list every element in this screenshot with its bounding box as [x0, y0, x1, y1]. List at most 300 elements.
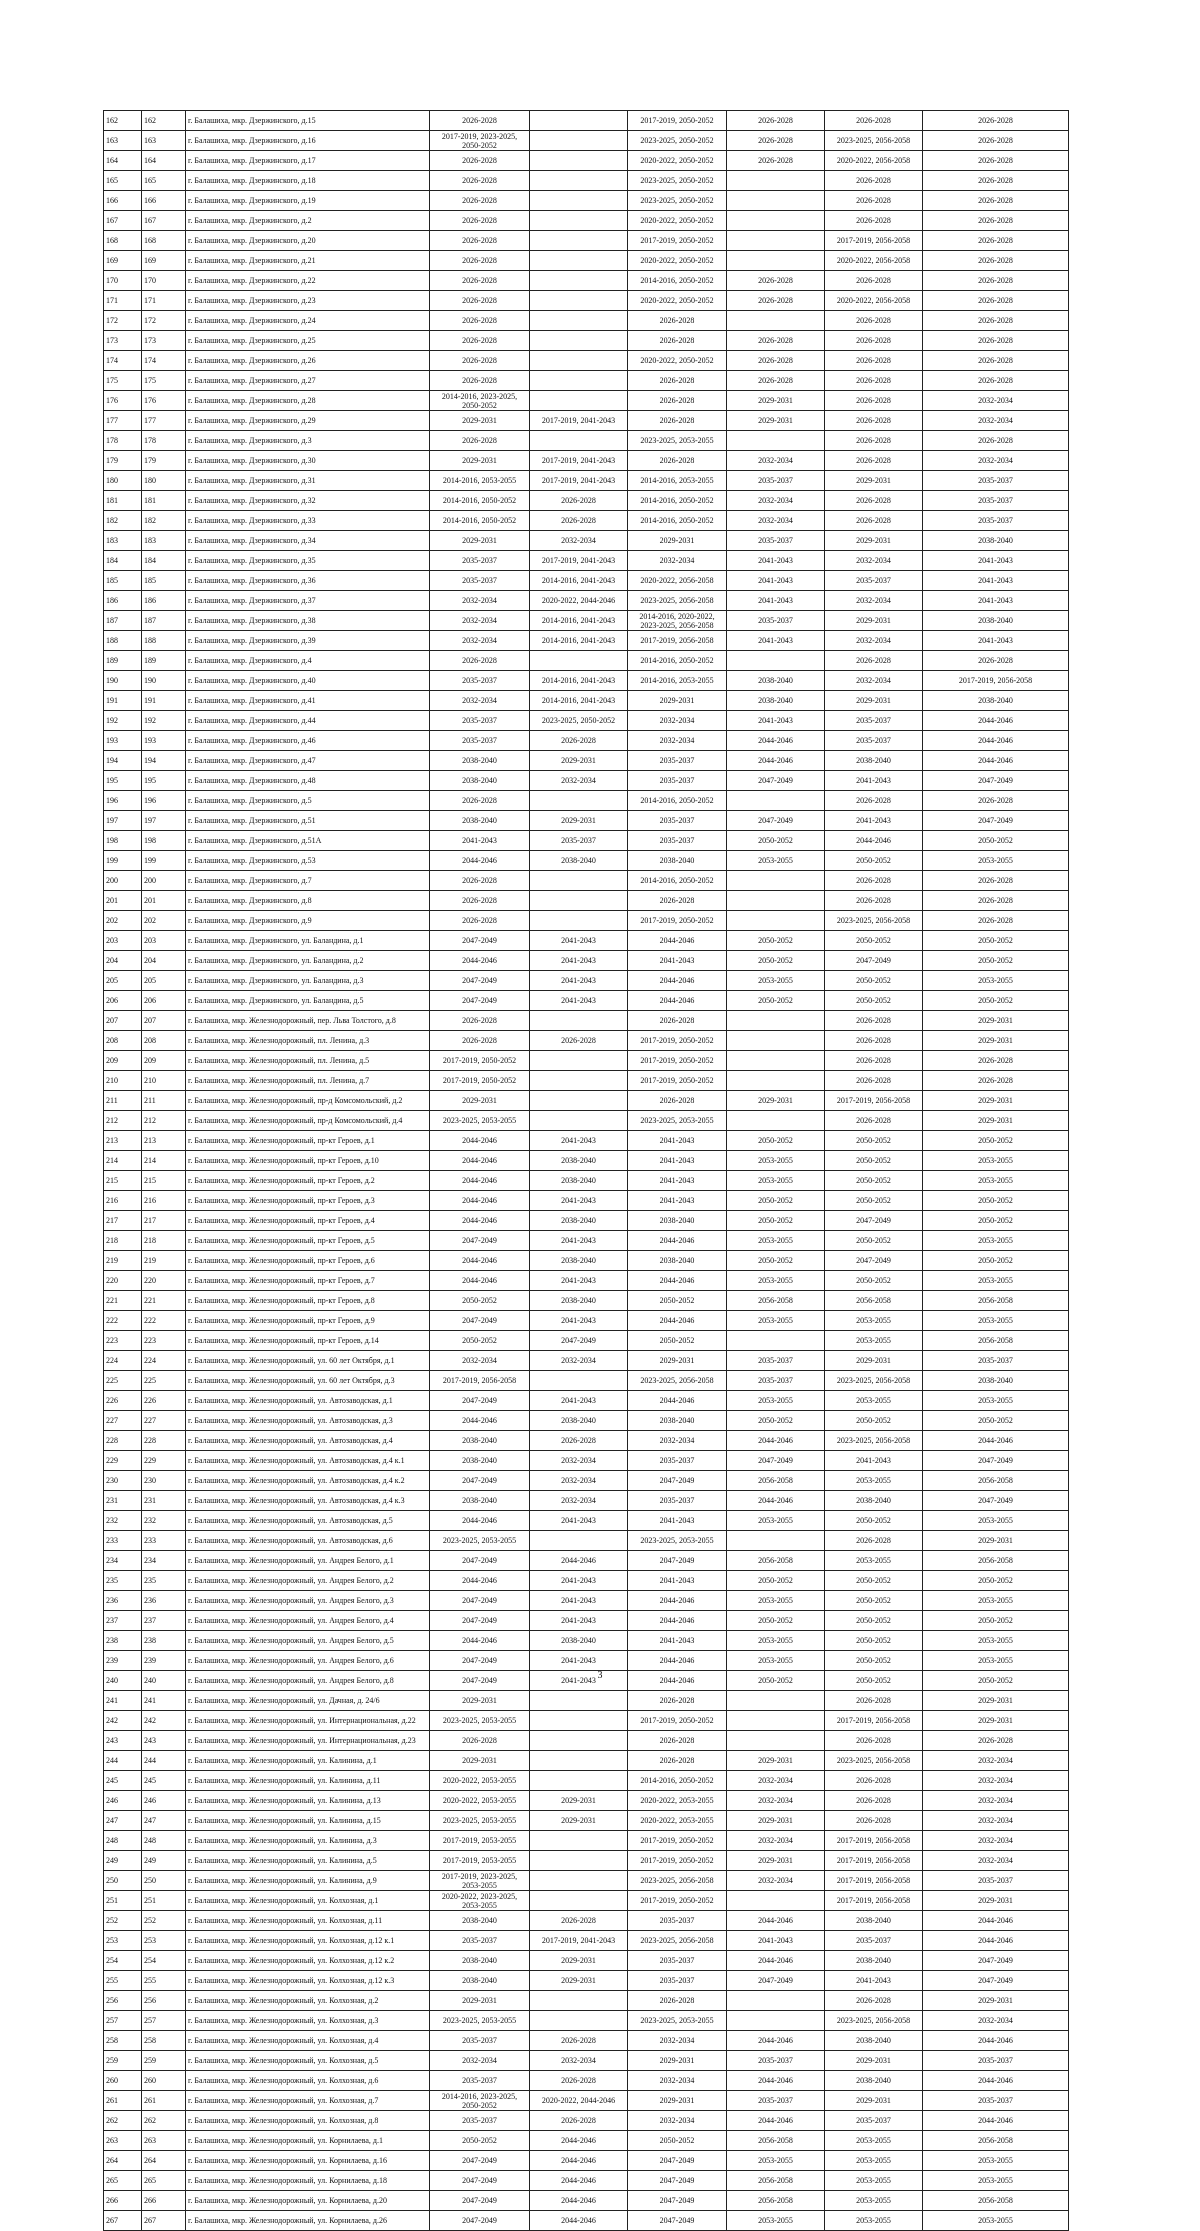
period-col-1-cell: 2035-2037: [430, 551, 530, 571]
period-col-3-cell: 2047-2049: [628, 2191, 727, 2211]
period-col-5-cell: 2026-2028: [825, 271, 923, 291]
row-number-cell: 236: [104, 1591, 142, 1611]
table-row: [104, 1831, 1069, 1851]
object-number-cell: 229: [142, 1451, 186, 1471]
period-col-4-cell: 2050-2052: [727, 1211, 825, 1231]
table-row: [104, 1331, 1069, 1351]
period-col-4-cell: 2047-2049: [727, 811, 825, 831]
period-col-1-cell: 2047-2049: [430, 1611, 530, 1631]
address-cell: г. Балашиха, мкр. Железнодорожный, ул. Автозаводская, д.4 к.1: [186, 1451, 430, 1471]
period-col-1-cell: 2038-2040: [430, 1971, 530, 1991]
period-col-4-cell: [727, 231, 825, 251]
period-col-2-cell: 2044-2046: [530, 2151, 628, 2171]
period-col-2-cell: [530, 1711, 628, 1731]
row-number-cell: 240: [104, 1671, 142, 1691]
row-number-cell: 242: [104, 1711, 142, 1731]
row-number-cell: 189: [104, 651, 142, 671]
period-col-6-cell: 2032-2034: [923, 1771, 1069, 1791]
row-number-cell: 164: [104, 151, 142, 171]
address-cell: г. Балашиха, мкр. Дзержинского, д.27: [186, 371, 430, 391]
row-number-cell: 238: [104, 1631, 142, 1651]
period-col-4-cell: 2026-2028: [727, 331, 825, 351]
period-col-3-cell: 2044-2046: [628, 1611, 727, 1631]
period-col-2-cell: [530, 211, 628, 231]
period-col-5-cell: 2017-2019, 2056-2058: [825, 1851, 923, 1871]
period-col-1-cell: 2035-2037: [430, 2031, 530, 2051]
object-number-cell: 264: [142, 2151, 186, 2171]
row-number-cell: 224: [104, 1351, 142, 1371]
row-number-cell: 168: [104, 231, 142, 251]
row-number-cell: 190: [104, 671, 142, 691]
address-cell: г. Балашиха, мкр. Железнодорожный, ул. Калинина, д.13: [186, 1791, 430, 1811]
period-col-6-cell: 2053-2055: [923, 971, 1069, 991]
row-number-cell: 184: [104, 551, 142, 571]
period-col-6-cell: 2050-2052: [923, 1251, 1069, 1271]
period-col-4-cell: 2032-2034: [727, 1871, 825, 1891]
table-row: [104, 1391, 1069, 1411]
period-col-6-cell: 2026-2028: [923, 1071, 1069, 1091]
period-col-1-cell: 2038-2040: [430, 771, 530, 791]
period-col-2-cell: 2020-2022, 2044-2046: [530, 2091, 628, 2111]
row-number-cell: 244: [104, 1751, 142, 1771]
period-col-3-cell: 2047-2049: [628, 2211, 727, 2231]
row-number-cell: 191: [104, 691, 142, 711]
period-col-1-cell: 2032-2034: [430, 2051, 530, 2071]
period-col-2-cell: 2038-2040: [530, 1151, 628, 1171]
object-number-cell: 164: [142, 151, 186, 171]
period-col-1-cell: 2035-2037: [430, 571, 530, 591]
period-col-4-cell: [727, 1011, 825, 1031]
period-col-1-cell: 2047-2049: [430, 971, 530, 991]
period-col-5-cell: 2026-2028: [825, 351, 923, 371]
period-col-2-cell: [530, 1891, 628, 1911]
address-cell: г. Балашиха, мкр. Дзержинского, д.16: [186, 131, 430, 151]
period-col-3-cell: 2026-2028: [628, 451, 727, 471]
period-col-6-cell: 2050-2052: [923, 1211, 1069, 1231]
object-number-cell: 192: [142, 711, 186, 731]
period-col-2-cell: 2038-2040: [530, 1411, 628, 1431]
period-col-4-cell: 2044-2046: [727, 2071, 825, 2091]
period-col-6-cell: 2047-2049: [923, 811, 1069, 831]
table-row: [104, 1291, 1069, 1311]
period-col-6-cell: 2029-2031: [923, 1891, 1069, 1911]
address-cell: г. Балашиха, мкр. Железнодорожный, пер. Льва Толстого, д.8: [186, 1011, 430, 1031]
object-number-cell: 265: [142, 2171, 186, 2191]
table-row: [104, 2011, 1069, 2031]
period-col-2-cell: 2029-2031: [530, 1971, 628, 1991]
period-col-1-cell: 2017-2019, 2023-2025, 2053-2055: [430, 1871, 530, 1891]
period-col-6-cell: 2041-2043: [923, 631, 1069, 651]
object-number-cell: 243: [142, 1731, 186, 1751]
period-col-3-cell: 2044-2046: [628, 1311, 727, 1331]
table-row: [104, 1771, 1069, 1791]
period-col-2-cell: [530, 1011, 628, 1031]
period-col-5-cell: 2032-2034: [825, 671, 923, 691]
period-col-5-cell: 2050-2052: [825, 1171, 923, 1191]
period-col-3-cell: 2032-2034: [628, 731, 727, 751]
address-cell: г. Балашиха, мкр. Железнодорожный, пр-кт Героев, д.8: [186, 1291, 430, 1311]
period-col-6-cell: 2032-2034: [923, 411, 1069, 431]
period-col-2-cell: 2041-2043: [530, 1671, 628, 1691]
object-number-cell: 169: [142, 251, 186, 271]
period-col-4-cell: [727, 431, 825, 451]
row-number-cell: 265: [104, 2171, 142, 2191]
row-number-cell: 187: [104, 611, 142, 631]
object-number-cell: 249: [142, 1851, 186, 1871]
object-number-cell: 208: [142, 1031, 186, 1051]
period-col-5-cell: 2029-2031: [825, 2051, 923, 2071]
period-col-2-cell: [530, 1071, 628, 1091]
period-col-5-cell: 2050-2052: [825, 1231, 923, 1251]
table-row: [104, 531, 1069, 551]
object-number-cell: 220: [142, 1271, 186, 1291]
period-col-1-cell: 2038-2040: [430, 1911, 530, 1931]
period-col-2-cell: [530, 351, 628, 371]
object-number-cell: 232: [142, 1511, 186, 1531]
address-cell: г. Балашиха, мкр. Дзержинского, д.23: [186, 291, 430, 311]
period-col-1-cell: 2026-2028: [430, 1031, 530, 1051]
period-col-2-cell: 2032-2034: [530, 531, 628, 551]
row-number-cell: 188: [104, 631, 142, 651]
address-cell: г. Балашиха, мкр. Железнодорожный, ул. Колхозная, д.5: [186, 2051, 430, 2071]
address-cell: г. Балашиха, мкр. Дзержинского, д.19: [186, 191, 430, 211]
period-col-3-cell: 2032-2034: [628, 2071, 727, 2091]
address-cell: г. Балашиха, мкр. Дзержинского, д.40: [186, 671, 430, 691]
period-col-2-cell: [530, 1871, 628, 1891]
period-col-1-cell: 2038-2040: [430, 811, 530, 831]
period-col-4-cell: 2056-2058: [727, 2131, 825, 2151]
object-number-cell: 212: [142, 1111, 186, 1131]
table-row: [104, 1311, 1069, 1331]
row-number-cell: 230: [104, 1471, 142, 1491]
period-col-5-cell: 2017-2019, 2056-2058: [825, 1871, 923, 1891]
period-col-5-cell: 2050-2052: [825, 1191, 923, 1211]
period-col-3-cell: 2020-2022, 2050-2052: [628, 251, 727, 271]
period-col-1-cell: 2035-2037: [430, 2111, 530, 2131]
row-number-cell: 220: [104, 1271, 142, 1291]
period-col-6-cell: 2053-2055: [923, 1171, 1069, 1191]
period-col-2-cell: [530, 651, 628, 671]
period-col-2-cell: 2017-2019, 2041-2043: [530, 451, 628, 471]
period-col-1-cell: 2047-2049: [430, 1671, 530, 1691]
period-col-3-cell: 2023-2025, 2056-2058: [628, 1371, 727, 1391]
address-cell: г. Балашиха, мкр. Железнодорожный, ул. Автозаводская, д.4: [186, 1431, 430, 1451]
object-number-cell: 236: [142, 1591, 186, 1611]
period-col-2-cell: 2026-2028: [530, 1911, 628, 1931]
period-col-6-cell: 2026-2028: [923, 131, 1069, 151]
row-number-cell: 194: [104, 751, 142, 771]
period-col-1-cell: 2044-2046: [430, 1511, 530, 1531]
period-col-3-cell: 2041-2043: [628, 1511, 727, 1531]
address-cell: г. Балашиха, мкр. Дзержинского, д.51А: [186, 831, 430, 851]
period-col-6-cell: 2035-2037: [923, 1871, 1069, 1891]
period-col-1-cell: 2044-2046: [430, 1271, 530, 1291]
table-row: [104, 1451, 1069, 1471]
row-number-cell: 182: [104, 511, 142, 531]
period-col-1-cell: 2050-2052: [430, 1331, 530, 1351]
period-col-2-cell: 2026-2028: [530, 2031, 628, 2051]
row-number-cell: 234: [104, 1551, 142, 1571]
object-number-cell: 221: [142, 1291, 186, 1311]
period-col-3-cell: 2026-2028: [628, 371, 727, 391]
period-col-5-cell: 2029-2031: [825, 471, 923, 491]
period-col-6-cell: 2032-2034: [923, 1751, 1069, 1771]
address-cell: г. Балашиха, мкр. Железнодорожный, ул. Андрея Белого, д.2: [186, 1571, 430, 1591]
table-row: [104, 451, 1069, 471]
period-col-3-cell: 2023-2025, 2053-2055: [628, 431, 727, 451]
table-row: [104, 991, 1069, 1011]
row-number-cell: 245: [104, 1771, 142, 1791]
period-col-1-cell: 2026-2028: [430, 271, 530, 291]
object-number-cell: 246: [142, 1791, 186, 1811]
period-col-5-cell: 2017-2019, 2056-2058: [825, 1891, 923, 1911]
period-col-6-cell: 2026-2028: [923, 171, 1069, 191]
period-col-5-cell: 2026-2028: [825, 651, 923, 671]
period-col-6-cell: 2056-2058: [923, 1331, 1069, 1351]
table-row: [104, 2031, 1069, 2051]
period-col-2-cell: 2032-2034: [530, 1491, 628, 1511]
period-col-6-cell: 2038-2040: [923, 531, 1069, 551]
object-number-cell: 198: [142, 831, 186, 851]
period-col-1-cell: 2032-2034: [430, 691, 530, 711]
period-col-3-cell: 2032-2034: [628, 1431, 727, 1451]
table-row: [104, 111, 1069, 131]
period-col-6-cell: 2056-2058: [923, 1291, 1069, 1311]
period-col-6-cell: 2056-2058: [923, 2131, 1069, 2151]
period-col-1-cell: 2035-2037: [430, 711, 530, 731]
period-col-1-cell: 2044-2046: [430, 1251, 530, 1271]
period-col-3-cell: 2026-2028: [628, 391, 727, 411]
table-row: [104, 1891, 1069, 1911]
row-number-cell: 171: [104, 291, 142, 311]
period-col-3-cell: 2017-2019, 2056-2058: [628, 631, 727, 651]
row-number-cell: 195: [104, 771, 142, 791]
period-col-3-cell: 2047-2049: [628, 1551, 727, 1571]
row-number-cell: 192: [104, 711, 142, 731]
period-col-5-cell: 2026-2028: [825, 431, 923, 451]
period-col-4-cell: 2053-2055: [727, 971, 825, 991]
table-row: [104, 1571, 1069, 1591]
period-col-5-cell: 2035-2037: [825, 711, 923, 731]
period-col-3-cell: 2035-2037: [628, 831, 727, 851]
period-col-2-cell: 2038-2040: [530, 1291, 628, 1311]
period-col-1-cell: 2047-2049: [430, 1551, 530, 1571]
period-col-3-cell: 2035-2037: [628, 751, 727, 771]
table-row: [104, 231, 1069, 251]
address-cell: г. Балашиха, мкр. Железнодорожный, пр-кт Героев, д.2: [186, 1171, 430, 1191]
table-row: [104, 1811, 1069, 1831]
period-col-6-cell: 2050-2052: [923, 1611, 1069, 1631]
address-cell: г. Балашиха, мкр. Железнодорожный, ул. Колхозная, д.12 к.1: [186, 1931, 430, 1951]
period-col-5-cell: 2032-2034: [825, 591, 923, 611]
object-number-cell: 247: [142, 1811, 186, 1831]
period-col-6-cell: 2050-2052: [923, 951, 1069, 971]
period-col-6-cell: 2035-2037: [923, 2051, 1069, 2071]
row-number-cell: 201: [104, 891, 142, 911]
period-col-4-cell: 2050-2052: [727, 1571, 825, 1591]
row-number-cell: 263: [104, 2131, 142, 2151]
period-col-5-cell: 2020-2022, 2056-2058: [825, 151, 923, 171]
period-col-5-cell: 2026-2028: [825, 1731, 923, 1751]
object-number-cell: 252: [142, 1911, 186, 1931]
address-cell: г. Балашиха, мкр. Железнодорожный, ул. Корнилаева, д.20: [186, 2191, 430, 2211]
object-number-cell: 256: [142, 1991, 186, 2011]
period-col-3-cell: 2017-2019, 2050-2052: [628, 1891, 727, 1911]
address-cell: г. Балашиха, мкр. Дзержинского, д.41: [186, 691, 430, 711]
period-col-3-cell: 2029-2031: [628, 2091, 727, 2111]
object-number-cell: 222: [142, 1311, 186, 1331]
period-col-4-cell: 2053-2055: [727, 1391, 825, 1411]
period-col-1-cell: 2014-2016, 2050-2052: [430, 511, 530, 531]
period-col-1-cell: 2032-2034: [430, 611, 530, 631]
period-col-5-cell: 2032-2034: [825, 631, 923, 651]
address-cell: г. Балашиха, мкр. Железнодорожный, ул. Андрея Белого, д.8: [186, 1671, 430, 1691]
row-number-cell: 206: [104, 991, 142, 1011]
period-col-2-cell: 2026-2028: [530, 1031, 628, 1051]
period-col-4-cell: 2032-2034: [727, 451, 825, 471]
period-col-2-cell: [530, 1091, 628, 1111]
period-col-3-cell: 2020-2022, 2050-2052: [628, 211, 727, 231]
period-col-4-cell: [727, 1891, 825, 1911]
table-row: [104, 1851, 1069, 1871]
period-col-5-cell: 2017-2019, 2056-2058: [825, 1711, 923, 1731]
period-col-5-cell: 2026-2028: [825, 791, 923, 811]
period-col-4-cell: 2044-2046: [727, 1491, 825, 1511]
address-cell: г. Балашиха, мкр. Железнодорожный, ул. Калинина, д.5: [186, 1851, 430, 1871]
row-number-cell: 217: [104, 1211, 142, 1231]
period-col-2-cell: 2038-2040: [530, 851, 628, 871]
period-col-6-cell: 2056-2058: [923, 1471, 1069, 1491]
period-col-5-cell: 2041-2043: [825, 1971, 923, 1991]
row-number-cell: 181: [104, 491, 142, 511]
period-col-6-cell: 2035-2037: [923, 1351, 1069, 1371]
period-col-1-cell: 2044-2046: [430, 1191, 530, 1211]
period-col-5-cell: 2026-2028: [825, 1111, 923, 1131]
period-col-3-cell: 2023-2025, 2056-2058: [628, 591, 727, 611]
period-col-2-cell: 2032-2034: [530, 1471, 628, 1491]
period-col-6-cell: 2026-2028: [923, 331, 1069, 351]
period-col-1-cell: 2026-2028: [430, 231, 530, 251]
period-col-2-cell: [530, 431, 628, 451]
page-number: 3: [597, 1670, 603, 1681]
period-col-2-cell: 2038-2040: [530, 1251, 628, 1271]
period-col-6-cell: 2026-2028: [923, 891, 1069, 911]
address-cell: г. Балашиха, мкр. Дзержинского, д.18: [186, 171, 430, 191]
period-col-6-cell: 2026-2028: [923, 871, 1069, 891]
address-cell: г. Балашиха, мкр. Железнодорожный, ул. Андрея Белого, д.1: [186, 1551, 430, 1571]
period-col-4-cell: 2035-2037: [727, 471, 825, 491]
period-col-2-cell: 2017-2019, 2041-2043: [530, 471, 628, 491]
period-col-6-cell: 2053-2055: [923, 2211, 1069, 2231]
period-col-4-cell: 2026-2028: [727, 271, 825, 291]
period-col-5-cell: 2050-2052: [825, 1411, 923, 1431]
period-col-3-cell: 2014-2016, 2053-2055: [628, 671, 727, 691]
row-number-cell: 203: [104, 931, 142, 951]
period-col-6-cell: 2029-2031: [923, 1711, 1069, 1731]
table-row: [104, 331, 1069, 351]
table-row: [104, 471, 1069, 491]
period-col-4-cell: 2050-2052: [727, 991, 825, 1011]
object-number-cell: 245: [142, 1771, 186, 1791]
object-number-cell: 182: [142, 511, 186, 531]
period-col-6-cell: 2032-2034: [923, 391, 1069, 411]
period-col-4-cell: [727, 191, 825, 211]
table-row: [104, 911, 1069, 931]
period-col-3-cell: 2047-2049: [628, 2171, 727, 2191]
address-cell: г. Балашиха, мкр. Дзержинского, д.51: [186, 811, 430, 831]
table-row: [104, 2171, 1069, 2191]
address-cell: г. Балашиха, мкр. Дзержинского, д.24: [186, 311, 430, 331]
object-number-cell: 204: [142, 951, 186, 971]
row-number-cell: 215: [104, 1171, 142, 1191]
period-col-1-cell: 2047-2049: [430, 931, 530, 951]
period-col-2-cell: 2041-2043: [530, 1591, 628, 1611]
period-col-2-cell: 2041-2043: [530, 1611, 628, 1631]
address-cell: г. Балашиха, мкр. Дзержинского, д.33: [186, 511, 430, 531]
object-number-cell: 210: [142, 1071, 186, 1091]
period-col-3-cell: 2044-2046: [628, 931, 727, 951]
period-col-3-cell: 2032-2034: [628, 2031, 727, 2051]
period-col-3-cell: 2020-2022, 2050-2052: [628, 291, 727, 311]
period-col-4-cell: 2050-2052: [727, 1191, 825, 1211]
address-cell: г. Балашиха, мкр. Железнодорожный, ул. Калинина, д.3: [186, 1831, 430, 1851]
address-cell: г. Балашиха, мкр. Железнодорожный, ул. Колхозная, д.12 к.3: [186, 1971, 430, 1991]
period-col-3-cell: 2014-2016, 2050-2052: [628, 1771, 727, 1791]
period-col-1-cell: 2014-2016, 2053-2055: [430, 471, 530, 491]
period-col-1-cell: 2020-2022, 2053-2055: [430, 1791, 530, 1811]
period-col-5-cell: 2017-2019, 2056-2058: [825, 1091, 923, 1111]
period-col-6-cell: 2026-2028: [923, 371, 1069, 391]
period-col-4-cell: [727, 1731, 825, 1751]
period-col-5-cell: 2026-2028: [825, 331, 923, 351]
period-col-2-cell: [530, 1831, 628, 1851]
period-col-2-cell: [530, 1771, 628, 1791]
period-col-1-cell: 2026-2028: [430, 291, 530, 311]
row-number-cell: 241: [104, 1691, 142, 1711]
period-col-1-cell: 2023-2025, 2053-2055: [430, 1711, 530, 1731]
table-row: [104, 151, 1069, 171]
period-col-4-cell: 2044-2046: [727, 1951, 825, 1971]
object-number-cell: 201: [142, 891, 186, 911]
period-col-3-cell: 2041-2043: [628, 1191, 727, 1211]
period-col-6-cell: 2032-2034: [923, 1831, 1069, 1851]
period-col-2-cell: 2044-2046: [530, 2211, 628, 2231]
period-col-2-cell: [530, 331, 628, 351]
object-number-cell: 261: [142, 2091, 186, 2111]
period-col-2-cell: [530, 1111, 628, 1131]
period-col-4-cell: 2050-2052: [727, 931, 825, 951]
period-col-6-cell: 2035-2037: [923, 471, 1069, 491]
period-col-4-cell: [727, 211, 825, 231]
period-col-5-cell: 2026-2028: [825, 451, 923, 471]
period-col-2-cell: [530, 1991, 628, 2011]
period-col-5-cell: 2050-2052: [825, 931, 923, 951]
period-col-5-cell: 2035-2037: [825, 731, 923, 751]
period-col-6-cell: 2044-2046: [923, 731, 1069, 751]
table-row: [104, 751, 1069, 771]
period-col-5-cell: 2026-2028: [825, 871, 923, 891]
period-col-4-cell: 2053-2055: [727, 1151, 825, 1171]
period-col-4-cell: 2044-2046: [727, 2031, 825, 2051]
period-col-2-cell: 2041-2043: [530, 931, 628, 951]
row-number-cell: 262: [104, 2111, 142, 2131]
period-col-3-cell: 2041-2043: [628, 1131, 727, 1151]
period-col-4-cell: [727, 171, 825, 191]
row-number-cell: 208: [104, 1031, 142, 1051]
period-col-4-cell: 2053-2055: [727, 851, 825, 871]
row-number-cell: 205: [104, 971, 142, 991]
period-col-1-cell: 2029-2031: [430, 1691, 530, 1711]
